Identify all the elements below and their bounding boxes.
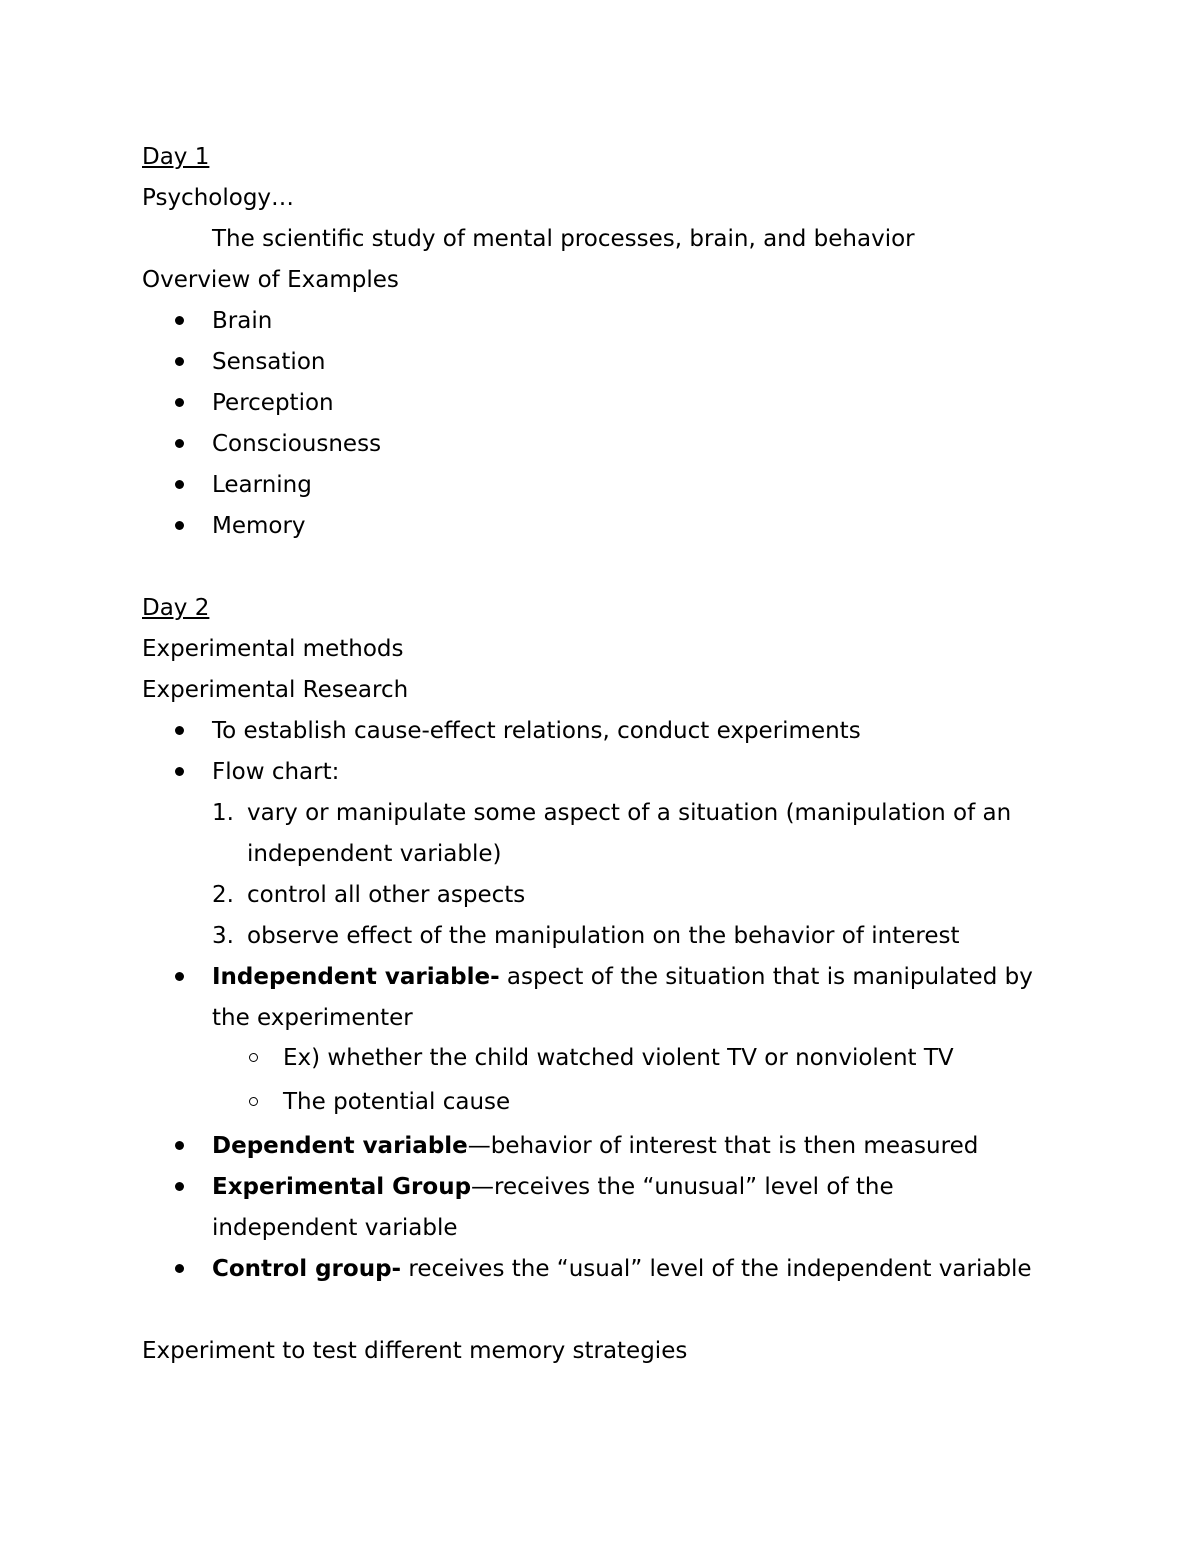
independent-variable-definition: aspect of the situation that is manipulated by [499,964,1033,990]
sub-bullet-icon [249,1053,258,1062]
day1-heading: Day 1 [142,144,210,170]
bullet-icon [175,357,184,366]
research-bullet: To establish cause-effect relations, conduct experiments [212,718,861,744]
day1-definition: The scientific study of mental processes, brain, and behavior [212,226,915,252]
step-number: 1. [212,800,234,826]
independent-variable-definition-continued: the experimenter [212,1005,413,1031]
step-text-continued: independent variable) [247,841,502,867]
step-text: observe effect of the manipulation on the behavior of interest [247,923,960,949]
bullet-icon [175,439,184,448]
day2-heading: Day 2 [142,595,210,621]
example-item: Memory [212,513,306,539]
sub-bullet-icon [249,1097,258,1106]
step-number: 3. [212,923,234,949]
bullet-icon [175,767,184,776]
example-item: Learning [212,472,312,498]
step-text: vary or manipulate some aspect of a situation (manipulation of an [247,800,1012,826]
control-group-term: Control group- [212,1256,402,1282]
bullet-icon [175,1264,184,1273]
example-item: Perception [212,390,334,416]
closing-line: Experiment to test different memory strategies [142,1338,688,1364]
experimental-group-line [212,1176,894,1199]
bullet-icon [175,480,184,489]
control-group-definition: receives the “usual” level of the independent variable [401,1256,1032,1282]
day2-section: Experimental Research [142,677,409,703]
control-group-line [212,1258,1032,1281]
bullet-icon [175,521,184,530]
experimental-group-definition-continued: independent variable [212,1215,458,1241]
bullet-icon [175,1182,184,1191]
step-text: control all other aspects [247,882,526,908]
bullet-icon [175,726,184,735]
example-item: Brain [212,308,273,334]
experimental-group-definition: —receives the “unusual” level of the [471,1174,894,1200]
sub-bullet-item: The potential cause [283,1089,511,1115]
overview-heading: Overview of Examples [142,267,399,293]
bullet-icon [175,972,184,981]
sub-bullet-item: Ex) whether the child watched violent TV or nonviolent TV [283,1045,954,1071]
step-number: 2. [212,882,234,908]
example-item: Sensation [212,349,326,375]
dependent-variable-term: Dependent variable [212,1133,468,1159]
bullet-icon [175,1141,184,1150]
independent-variable-term: Independent variable- [212,964,500,990]
research-bullet: Flow chart: [212,759,340,785]
bullet-icon [175,316,184,325]
independent-variable-line [212,966,1033,989]
bullet-icon [175,398,184,407]
dependent-variable-line [212,1135,978,1158]
experimental-group-term: Experimental Group [212,1174,472,1200]
example-item: Consciousness [212,431,382,457]
day2-topic: Experimental methods [142,636,404,662]
day1-topic: Psychology… [142,185,295,211]
dependent-variable-definition: —behavior of interest that is then measured [467,1133,979,1159]
